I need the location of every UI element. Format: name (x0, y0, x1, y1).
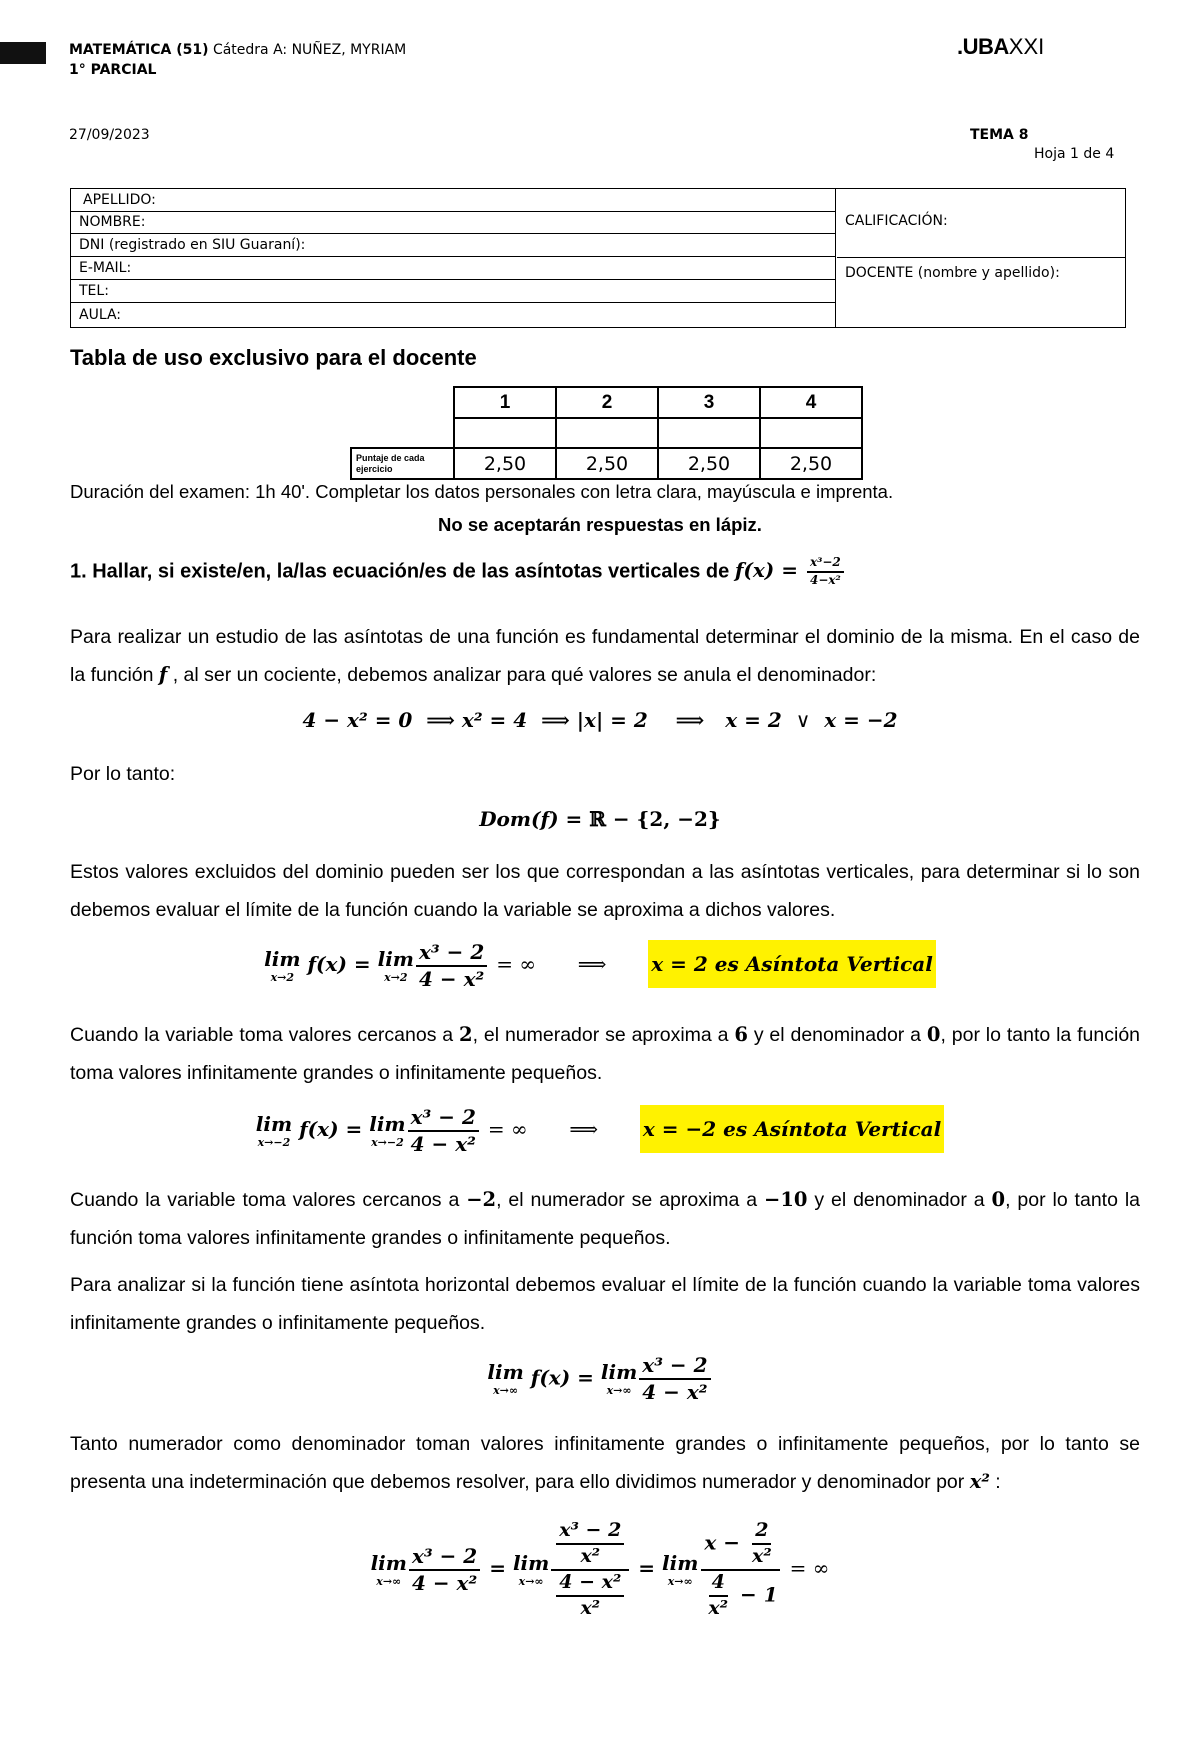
function-definition: f(x) = $\frac{\text{x³−2}}{\text{4−x²}}$ (735, 558, 846, 582)
field-calificacion[interactable] (837, 189, 1125, 258)
p6-end: : (995, 1471, 1001, 1493)
exercise-1-title-text: 1. Hallar, si existe/en, la/las ecuación/es de las asíntotas verticales de (70, 560, 730, 583)
grading-empty-label (351, 418, 454, 448)
p3a-2: Cuando la variable toma valores cercanos a (70, 1189, 460, 1211)
field-email[interactable] (71, 258, 835, 280)
f-symbol: f (158, 663, 168, 686)
course-name: MATEMÁTICA (51) (69, 42, 209, 58)
eq-limit-infinity: lim x→∞ f(x) = lim x→∞ $\frac{\text{x³ − 2}}{\text{4 − x²}}$ (0, 1354, 1200, 1404)
paragraph-near-2 (70, 1016, 1140, 1092)
header-black-bar (0, 42, 46, 64)
val-6: 6 (734, 1023, 748, 1046)
p3c-1: y el denominador a (753, 1024, 922, 1046)
course-line (69, 42, 406, 58)
grading-score-1: 2,50 (454, 448, 556, 479)
label-dni: DNI (registrado en SIU Guaraní): (79, 237, 306, 253)
exam-date: 27/09/2023 (69, 127, 150, 143)
eq-domain: Dom(f) = ℝ − {2, −2} (479, 807, 721, 831)
p1b: , al ser un cociente, debemos analizar para qué valores se anula el denominador: (172, 664, 877, 686)
logo-uba: .UBA (957, 34, 1009, 59)
exercise-1-title (70, 556, 846, 588)
label-email: E-MAIL: (79, 260, 132, 276)
student-form (70, 188, 1126, 328)
field-tel[interactable] (71, 281, 835, 303)
field-apellido[interactable] (71, 189, 835, 212)
paragraph-indeterminate (70, 1425, 1140, 1501)
grading-table (350, 386, 863, 480)
val-minus-2: −2 (466, 1188, 497, 1211)
asymptote-highlight-1: x = 2 es Asíntota Vertical (648, 940, 936, 988)
grading-cell-3[interactable] (658, 418, 760, 448)
field-aula[interactable] (71, 304, 835, 327)
asymptote-highlight-2: x = −2 es Asíntota Vertical (640, 1105, 944, 1153)
grading-header-2: 2 (556, 387, 658, 418)
p3d-1: , por lo tanto la función toma valores infinitamente grandes o infinitamente pequeños. (70, 1024, 1141, 1084)
paragraph-domain (70, 618, 1140, 694)
tema: TEMA 8 (970, 127, 1029, 143)
grading-header-4: 4 (760, 387, 862, 418)
label-apellido: APELLIDO: (83, 192, 156, 208)
eq-divide-x2: lim x→∞ $\frac{\text{x³ − 2}}{\text{4 − x²}}$ = lim x→∞ $\frac{\frac{\text{x³ − 2}}{\text{x²}}}{\frac{\text{4 − x²}}{\text{x²}}}$ = lim x→∞ x − $\frac{2}{\text{x²}}$ $\frac{4}{\text{x²}}$ − 1 = ∞ (370, 1519, 830, 1619)
logo-xxi: XXI (1008, 34, 1045, 59)
val-minus-10: −10 (763, 1188, 808, 1211)
label-docente: DOCENTE (nombre y apellido): (845, 265, 1060, 281)
label-calificacion: CALIFICACIÓN: (845, 213, 948, 229)
p3d-2: , por lo tanto la función toma valores infinitamente grandes o infinitamente pequeños. (70, 1189, 1140, 1249)
grading-title: Tabla de uso exclusivo para el docente (70, 345, 477, 370)
p3b-2: , el numerador se aproxima a (496, 1189, 758, 1211)
grading-score-2: 2,50 (556, 448, 658, 479)
grading-row-label: Puntaje de cada ejercicio (351, 448, 454, 479)
val-0: 0 (926, 1023, 941, 1046)
grading-header-3: 3 (658, 387, 760, 418)
paragraph-horizontal: Para analizar si la función tiene asíntota horizontal debemos evaluar el límite de la función cuando la variable toma valores infinitamente grandes o infinitamente pequeños. (70, 1274, 1140, 1334)
paragraph-near-minus-2 (70, 1181, 1140, 1257)
p6-text: Tanto numerador como denominador toman valores infinitamente grandes o infinitamente pequeños, por lo tanto se presenta una indeterminación que debemos resolver, para ello dividimos numerador y denominador por (70, 1433, 1140, 1493)
label-tel: TEL: (79, 283, 109, 299)
uba-xxi-logo (957, 34, 1044, 60)
course-chair: Cátedra A: NUÑEZ, MYRIAM (208, 42, 407, 58)
p3c-2: y el denominador a (814, 1189, 985, 1211)
duration-note: Duración del examen: 1h 40'. Completar los datos personales con letra clara, mayúscula e imprenta. (70, 481, 894, 502)
x-squared: x² (969, 1470, 990, 1493)
por-lo-tanto: Por lo tanto: (70, 763, 176, 785)
eq-limit-minus-2: lim x→−2 f(x) = lim x→−2 $\frac{\text{x³ − 2}}{\text{4 − x²}}$ = ∞ ⟹ x = −2 es Asíntota Vertical (0, 1105, 1200, 1156)
val-0-b: 0 (991, 1188, 1006, 1211)
eq-denominator-zero: 4 − x² = 0 ⟹ x² = 4 ⟹ |x| = 2 ⟹ x = 2 ∨ x = −2 (302, 708, 898, 732)
eq-limit-2: lim x→2 f(x) = lim x→2 $\frac{\text{x³ − 2}}{\text{4 − x²}}$ = ∞ ⟹ x = 2 es Asíntota Vertical (0, 940, 1200, 991)
grading-score-4: 2,50 (760, 448, 862, 479)
p3a-1: Cuando la variable toma valores cercanos a (70, 1024, 454, 1046)
grading-corner (351, 387, 454, 418)
grading-header-1: 1 (454, 387, 556, 418)
paragraph-excluded: Estos valores excluidos del dominio pueden ser los que correspondan a las asíntotas verticales, para determinar si lo son debemos evaluar el límite de la función cuando la variable se aproxima a dichos valores. (70, 861, 1140, 921)
field-docente[interactable] (837, 259, 1125, 327)
val-2: 2 (459, 1023, 473, 1046)
p1a: Para realizar un estudio de las asíntotas de una función es fundamental determinar el dominio de la misma. En el caso de la función (70, 626, 1140, 686)
label-aula: AULA: (79, 307, 121, 323)
grading-cell-2[interactable] (556, 418, 658, 448)
page-number: Hoja 1 de 4 (1034, 146, 1115, 162)
grading-score-3: 2,50 (658, 448, 760, 479)
pencil-note: No se aceptarán respuestas en lápiz. (438, 514, 762, 535)
field-dni[interactable] (71, 235, 835, 257)
label-nombre: NOMBRE: (79, 214, 146, 230)
grading-cell-4[interactable] (760, 418, 862, 448)
exam-name: 1° PARCIAL (69, 62, 157, 78)
field-nombre[interactable] (71, 212, 835, 234)
form-left (71, 189, 836, 327)
p3b-1: , el numerador se aproxima a (472, 1024, 729, 1046)
grading-cell-1[interactable] (454, 418, 556, 448)
